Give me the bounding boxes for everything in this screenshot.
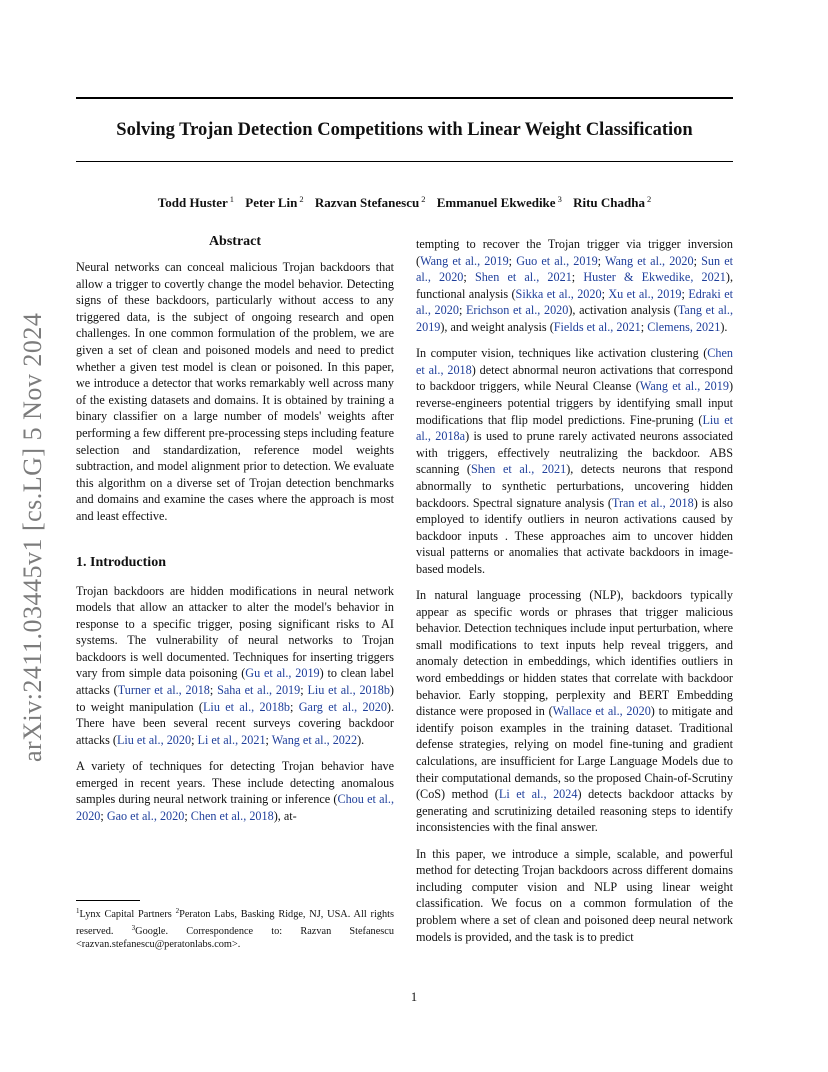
citation-link[interactable]: Clemens, 2021 — [647, 319, 721, 334]
title-rule-top — [76, 97, 733, 99]
citation-link[interactable]: Wang et al., 2019 — [639, 379, 729, 394]
left-column — [76, 232, 394, 834]
citation-link[interactable]: Wallace et al., 2020 — [552, 704, 651, 719]
citation-link[interactable]: Guo et al., 2019 — [516, 253, 598, 268]
citation-link[interactable]: Shen et al., 2021 — [470, 462, 567, 477]
citation-link[interactable]: Chen et al., 2018 — [416, 346, 733, 377]
author: Peter Lin $^2$ — [245, 194, 304, 210]
citation-link[interactable]: Huster & Ekwedike, 2021 — [583, 270, 726, 285]
abstract-heading: Abstract — [208, 234, 262, 249]
footnote-marker: 2 — [175, 907, 180, 915]
body-paragraph: In natural language processing (NLP), backdoors typically appear as specific words or phrases that trigger malicious behavior. Detection techniques include input perturbation, where small modifications to text inputs help reveal triggers, and anomaly detection in embeddings, which identifies outliers in word embeddings or hidden states that correlate with backdoor behavior. Early stopping, perplexity and BERT Embedding distance were proposed in (Wallace et al., 2020) to mitigate and identify poison examples in the training dataset. Traditional defense strategies, relying on model fine-tuning and gradient calculations, are insufficient for Large Language Models due to their computational demands, so the proposed Chain-of-Scrutiny (CoS) method (Li et al., 2024) detects backdoor attacks by generating and scrutinizing detailed reasoning steps to identify inconsistencies with the final answer. — [416, 588, 733, 835]
affiliation-footnote: $^1$Lynx Capital Partners $^2$Peraton Labs, Basking Ridge, NJ, USA. All rights reserved. $^3$Google. Correspondence to: Razvan Stefanescu <razvan.stefanescu@peratonlabs.com>. — [76, 907, 395, 950]
body-paragraph: tempting to recover the Trojan trigger via trigger inversion (Wang et al., 2019; Guo et al., 2019; Wang et al., 2020; Sun et al., 2020; Shen et al., 2021; Huster & Ekwedike, 2021), functional analysis (Sikka et al., 2020; Xu et al., 2019; Edraki et al., 2020; Erichson et al., 2020), activation analysis (Tang et al., 2019), and weight analysis (Fields et al., 2021; Clemens, 2021). — [416, 237, 734, 334]
citation-link[interactable]: Erichson et al., 2020 — [465, 303, 569, 318]
citation-link[interactable]: Chen et al., 2018 — [190, 808, 274, 823]
section-heading-introduction: 1. Introduction — [76, 554, 166, 570]
citation-link[interactable]: Liu et al., 2018a — [416, 412, 733, 444]
page-number: 1 — [410, 990, 418, 1004]
citation-link[interactable]: Wang et al., 2022 — [271, 732, 358, 747]
footnote-marker: 1 — [76, 907, 80, 915]
body-paragraph: In this paper, we introduce a simple, scalable, and powerful method for detecting Trojan backdoors across different domains including computer vision and NLP using linear weight classification. We focus on a common formulation of the problem where a set of clean and poisoned deep neural network models is provided, and the task is to predict — [416, 846, 733, 944]
author: Ritu Chadha $^2$ — [573, 194, 652, 210]
citation-link[interactable]: Sun et al., 2020 — [416, 253, 734, 285]
intro-paragraph: Trojan backdoors are hidden modifications in neural network models that allow an attacker to alter the model's behavior in response to a specific trigger, posing significant risks to AI systems. The vulnerability of neural networks to Trojan backdoors is well documented. Techniques for inserting triggers vary from simple data poisoning (Gu et al., 2019) to clean label attacks (Turner et al., 2018; Saha et al., 2019; Liu et al., 2018b) to weight manipulation (Liu et al., 2018b; Garg et al., 2020). There have been several recent surveys covering backdoor attacks (Liu et al., 2020; Li et al., 2021; Wang et al., 2022). — [76, 583, 395, 747]
citation-link[interactable]: Fields et al., 2021 — [553, 319, 641, 334]
citation-link[interactable]: Shen et al., 2021 — [474, 270, 572, 285]
abstract-text: Neural networks can conceal malicious Trojan backdoors that allow a trigger to covertly change the model behavior. Detecting signs of these backdoors, particularly without access to any triggered data, is the subject of ongoing research and open challenges. In one common formulation of the problem, we are given a set of clean and poisoned models and need to predict whether a given test model is clean or poisoned. In this paper, we introduce a detector that works remarkably well across many of the existing datasets and domains. It is obtained by training a binary classifier on a large number of models' weights after performing a few different pre-processing steps including feature selection and standardization, reference model weights subtraction, and model alignment prior to detection. We evaluate this algorithm on a diverse set of Trojan detection benchmarks and domains and examine the cases where the approach is most and least effective. — [76, 260, 394, 523]
title-rule-bottom — [76, 161, 733, 162]
citation-link[interactable]: Garg et al., 2020 — [298, 699, 387, 714]
body-paragraph: In computer vision, techniques like activation clustering (Chen et al., 2018) detect abnormal neuron activations that correspond to backdoor triggers, while Neural Cleanse (Wang et al., 2019) reverse-engineers potential triggers by identifying small input modifications that flip model predictions. Fine-pruning (Liu et al., 2018a) is used to prune rarely activated neurons associated with triggers, effectively neutralizing the backdoor. ABS scanning (Shen et al., 2021), detects neurons that respond abnormally to synthetic perturbations, uncovering hidden backdoors. Spectral signature analysis (Tran et al., 2018) is also employed to identify outliers in neuron activations caused by backdoor inputs . These approaches aim to uncover hidden visual patterns or anomalies that activate backdoors in image-based models. — [416, 346, 733, 576]
citation-link[interactable]: Tang et al., 2019 — [416, 303, 734, 334]
paper-title: Solving Trojan Detection Competitions with Linear Weight Classification — [116, 120, 693, 140]
footnote-marker: 3 — [131, 923, 136, 932]
citation-link[interactable]: Edraki et al., 2020 — [416, 286, 734, 318]
author: Todd Huster $^1$ — [157, 194, 235, 210]
author: Emmanuel Ekwedike $^3$ — [436, 194, 562, 210]
citation-link[interactable]: Li et al., 2021 — [197, 732, 266, 747]
citation-link[interactable]: Liu et al., 2018b — [202, 699, 291, 714]
citation-link[interactable]: Saha et al., 2019 — [217, 683, 301, 698]
citation-link[interactable]: Wang et al., 2019 — [420, 253, 509, 268]
citation-link[interactable]: Wang et al., 2020 — [604, 253, 694, 268]
citation-link[interactable]: Tran et al., 2018 — [611, 495, 694, 510]
arxiv-stamp: arXiv:2411.03445v1 [cs.LG] 5 Nov 2024 — [18, 312, 47, 762]
citation-link[interactable]: Li et al., 2024 — [498, 787, 578, 802]
citation-link[interactable]: Gao et al., 2020 — [106, 808, 185, 823]
citation-link[interactable]: Liu et al., 2018b — [307, 683, 390, 698]
citation-link[interactable]: Xu et al., 2019 — [608, 286, 682, 301]
citation-link[interactable]: Chou et al., 2020 — [76, 792, 394, 823]
right-column — [416, 236, 733, 955]
citation-link[interactable]: Gu et al., 2019 — [245, 666, 320, 681]
citation-link[interactable]: Sikka et al., 2020 — [515, 286, 602, 301]
citation-link[interactable]: Liu et al., 2020 — [116, 732, 192, 747]
author: Razvan Stefanescu $^2$ — [314, 194, 426, 210]
citation-link[interactable]: Turner et al., 2018 — [117, 683, 210, 698]
intro-paragraph: A variety of techniques for detecting Trojan behavior have emerged in recent years. These include detecting anomalous samples during neural network training or inference (Chou et al., 2020; Gao et al., 2020; Chen et al., 2018), at- — [76, 759, 394, 823]
author-list — [76, 190, 733, 212]
footnote-rule — [76, 900, 140, 901]
